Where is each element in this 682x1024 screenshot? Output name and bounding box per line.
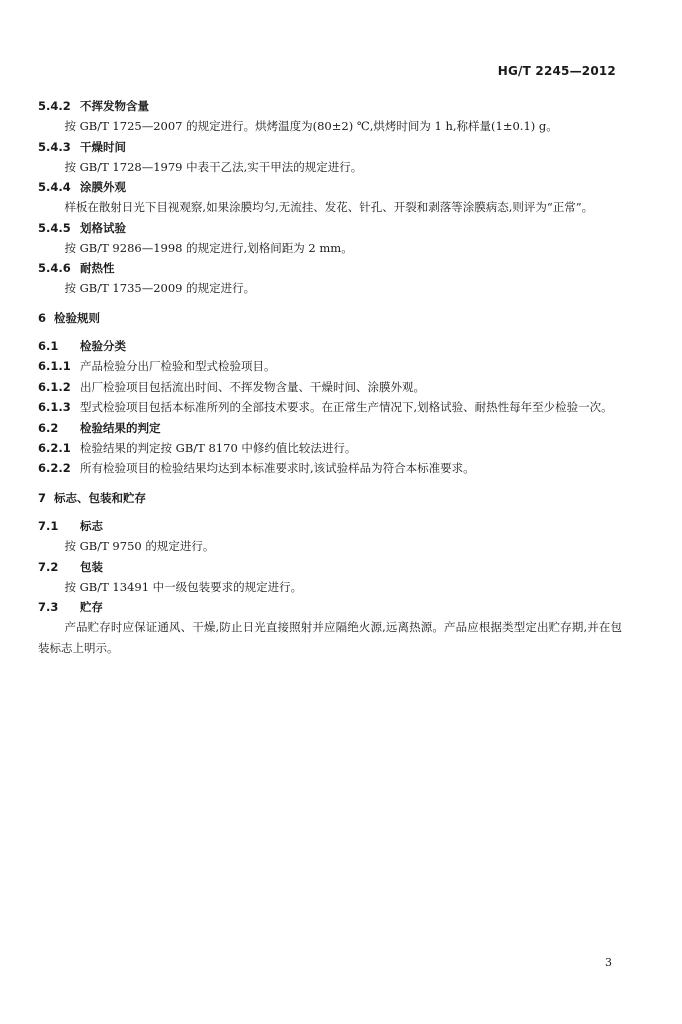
section-number: 5.4.2 — [38, 99, 71, 113]
chapter-title: 标志、包装和贮存 — [54, 490, 146, 505]
clause-number: 6.2.2 — [38, 461, 71, 476]
section-title: 干燥时间 — [80, 139, 126, 154]
section-5-4-3-text: 按 GB/T 1728—1979 中表干乙法,实干甲法的规定进行。 — [64, 159, 363, 174]
clause-6-2-2 — [38, 458, 622, 479]
clause-text: 产品检验分出厂检验和型式检验项目。 — [80, 358, 276, 373]
page-number: 3 — [605, 956, 612, 969]
section-5-4-2-text: 按 GB/T 1725—2007 的规定进行。烘烤温度为(80±2) ℃,烘烤时间为 1 h,称样量(1±0.1) g。 — [64, 119, 558, 133]
section-5-4-4-heading — [38, 177, 622, 197]
clause-text: 所有检验项目的检验结果均达到本标准要求时,该试验样品为符合本标准要求。 — [80, 461, 475, 476]
section-title: 包装 — [80, 559, 103, 574]
section-number: 7.1 — [38, 518, 59, 533]
section-6-1-heading — [38, 336, 622, 356]
section-title: 标志 — [80, 518, 103, 533]
clause-6-1-1 — [38, 356, 622, 377]
section-title: 耐热性 — [80, 261, 115, 276]
clause-6-1-3 — [38, 397, 622, 418]
section-7-1-text: 按 GB/T 9750 的规定进行。 — [64, 538, 215, 553]
chapter-title: 检验规则 — [54, 310, 100, 325]
clause-6-2-1 — [38, 438, 622, 459]
clause-6-1-2 — [38, 377, 622, 398]
clause-text: 检验结果的判定按 GB/T 8170 中修约值比较法进行。 — [80, 440, 357, 455]
clause-text: 型式检验项目包括本标准所列的全部技术要求。在正常生产情况下,划格试验、耐热性每年至少检验一次。 — [80, 400, 613, 415]
section-5-4-5-text: 按 GB/T 9286—1998 的规定进行,划格间距为 2 mm。 — [64, 240, 353, 255]
section-title: 贮存 — [80, 600, 103, 615]
section-number: 5.4.6 — [38, 261, 71, 276]
section-5-4-3-heading — [38, 137, 622, 157]
section-title: 划格试验 — [80, 220, 126, 235]
section-5-4-5-heading — [38, 218, 622, 238]
section-title: 检验结果的判定 — [80, 420, 161, 435]
section-5-4-2-heading — [38, 96, 622, 116]
section-number: 6.2 — [38, 420, 59, 435]
section-7-3-heading — [38, 597, 622, 617]
section-7-2-heading — [38, 557, 622, 577]
section-number: 6.1 — [38, 338, 59, 353]
clause-number: 6.1.1 — [38, 358, 71, 373]
clause-text: 出厂检验项目包括流出时间、不挥发物含量、干燥时间、涂膜外观。 — [80, 379, 425, 394]
section-title: 检验分类 — [80, 338, 126, 353]
chapter-7-heading — [38, 488, 622, 508]
section-6-2-heading — [38, 418, 622, 438]
section-7-2-text: 按 GB/T 13491 中一级包装要求的规定进行。 — [64, 579, 303, 594]
clause-number: 6.1.2 — [38, 379, 71, 394]
section-7-1-heading — [38, 516, 622, 536]
section-number: 7.3 — [38, 600, 59, 615]
section-5-4-4-text: 样板在散射日光下目视观察,如果涂膜均匀,无流挂、发花、针孔、开裂和剥落等涂膜病态,则评为“正常”。 — [64, 200, 594, 215]
section-5-4-6-heading — [38, 258, 622, 278]
chapter-6-heading — [38, 308, 622, 328]
section-5-4-6-text: 按 GB/T 1735—2009 的规定进行。 — [64, 281, 256, 296]
chapter-number: 7 — [38, 490, 47, 505]
standard-code-header: HG/T 2245—2012 — [497, 64, 616, 78]
document-body — [38, 96, 622, 658]
clause-number: 6.2.1 — [38, 440, 71, 455]
chapter-number: 6 — [38, 310, 47, 325]
section-7-3-text: 产品贮存时应保证通风、干燥,防止日光直接照射并应隔绝火源,远离热源。产品应根据类型定出贮存期,并在包装标志上明示。 — [38, 620, 622, 655]
clause-number: 6.1.3 — [38, 400, 71, 415]
section-number: 5.4.5 — [38, 220, 71, 235]
section-number: 5.4.4 — [38, 180, 71, 195]
section-number: 5.4.3 — [38, 139, 71, 154]
section-title: 不挥发物含量 — [80, 99, 149, 113]
section-title: 涂膜外观 — [80, 180, 126, 195]
section-number: 7.2 — [38, 559, 59, 574]
